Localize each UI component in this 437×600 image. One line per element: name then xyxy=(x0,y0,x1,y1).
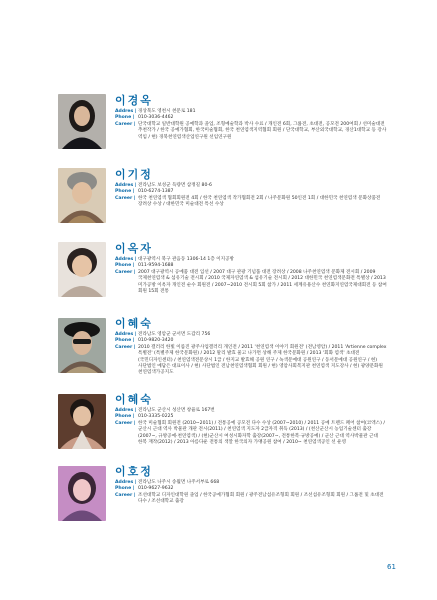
phone-label: Phone | xyxy=(115,263,135,269)
artist-name: 이호정 xyxy=(115,465,153,478)
career-value: 단국대학교 일반대학원 공예학과 졸업, 조형예술학과 박사 수료 / 개인전 6회, 그룹전, 초대전, 공모전 200여회 / 선미술대전 추천작가 / 한국 공예가협회, 한국미술협회, 한국 천연염색지역협회 회원 / 단국대학교, 부산외국대학교, 경산1대학교 등 강사 역임 / 현) 경북천연염색산업연구원 선임연구원 xyxy=(138,121,387,140)
artist-details xyxy=(115,480,387,506)
address-label: Addres | xyxy=(115,257,137,262)
career-label: Career | xyxy=(115,121,136,127)
artist-photo xyxy=(58,318,106,373)
phone-value: 010-6274-1387 xyxy=(138,189,174,195)
portrait-image xyxy=(58,318,106,373)
artist-details xyxy=(115,408,387,446)
artist-name: 이기정 xyxy=(115,168,153,181)
portrait-image xyxy=(58,242,106,297)
phone-label: Phone | xyxy=(115,115,135,121)
page-number: 61 xyxy=(387,563,396,571)
artist-name: 이경옥 xyxy=(115,94,153,107)
artist-entry xyxy=(0,463,437,555)
artist-details xyxy=(115,257,387,295)
phone-label: Phone | xyxy=(115,189,135,195)
phone-value: 010-3335-0225 xyxy=(138,414,174,420)
address-value: 전라남도 영암군 군서면 도갑리 756 xyxy=(138,332,211,337)
artist-name: 이옥자 xyxy=(115,242,153,255)
phone-label: Phone | xyxy=(115,486,135,492)
phone-label: Phone | xyxy=(115,414,135,420)
phone-label: Phone | xyxy=(115,338,135,344)
artist-photo xyxy=(58,168,106,223)
address-label: Addres | xyxy=(115,480,137,485)
address-label: Addres | xyxy=(115,183,137,188)
portrait-image xyxy=(58,466,106,521)
address-value: 대구광역시 북구 관음동 1306-14 1층 이지공방 xyxy=(138,257,234,262)
career-value: 조선대학교 디자인대학원 졸업 / 한국공예가협회 회원 / 광주전남섬유조형회 회원 / 조선섬유조형회 회원 / 그룹전 및 초대전 다수 / 조선대학교 출강 xyxy=(138,492,384,505)
career-label: Career | xyxy=(115,344,136,350)
address-value: 전라남도 군산시 성산면 창율로 167번 xyxy=(138,408,215,413)
portrait-image xyxy=(58,394,106,449)
artist-photo xyxy=(58,242,106,297)
address-value: 경상북도 영천시 천문로 181 xyxy=(138,109,196,114)
portrait-image xyxy=(58,94,106,149)
artist-details xyxy=(115,332,387,377)
career-value: 2007 대구광역시 공예품 대전 입선 / 2007 대구 관광 기념품 대전 장려상 / 2008 나주천연염색 문화제 전시회 / 2009 국제천연염색 & 섬유기술 전시회 / 2010 국제자연염색 & 섬유기술 전시회 / 2012 대한민국 천연염색문화전 특별상 / 2013 미가공방 이옥자 개인전 순수 회원전 / 2007~2010 전시회 5회 참가 / 2011 세계유용산수 천연화지연염국제대회전 등 참여 회원 15회 전통 xyxy=(138,269,387,295)
address-label: Addres | xyxy=(115,408,137,413)
artist-name: 이혜숙 xyxy=(115,317,153,330)
address-label: Addres | xyxy=(115,332,137,337)
artist-details xyxy=(115,183,387,209)
artist-photo xyxy=(58,94,106,149)
artist-details xyxy=(115,109,387,141)
address-value: 전라남도 보성군 득량면 삼정길 80-6 xyxy=(138,183,212,188)
phone-value: 010-9820-3420 xyxy=(138,338,174,344)
phone-value: 010-3036-4462 xyxy=(138,115,174,121)
artist-photo xyxy=(58,466,106,521)
career-label: Career | xyxy=(115,420,136,426)
career-label: Career | xyxy=(115,269,136,275)
phone-value: 011-9594-1688 xyxy=(138,263,174,269)
address-label: Addres | xyxy=(115,109,137,114)
career-value: 한국 미술협회 회원전 (2010~2011) / 전통공예 공모전 다수 수상 (2007~2010) / 2011 공예 트렌드 페어 참여(코엑스) / 군산시 근대 역사 박물관 개관 전시(2011) / 천연염색 지도자 2급자격 취득 (2013) / (천산군산시 농업기술센터 출강(2007~, 규방공예·천연염색) / (현)군산시 여성시화자학 출강(2007~, 전통한복·규방공예) / 군산 근대 역사박물관 근대 한복 재작(2012) / 2013 아름다운 전통의 색깔 한국의자 가맹공원 참여 / 2010~ 천연염색공인 선 운영 xyxy=(138,420,385,446)
career-label: Career | xyxy=(115,492,136,498)
career-value: 한국 천연염색 협회회원전 4회 / 한국 천연염색 작가협회전 2회 / 나주문화원 50인전 1회 / 대한민국 천연염색 문화상품전 장려상 수상 / 대한민국 미술대전 특선 수상 xyxy=(138,195,381,208)
portrait-image xyxy=(58,168,106,223)
career-label: Career | xyxy=(115,195,136,201)
career-value: 2010 갤러리 한빛 이롭진 광주사업갤러리 개인전 / 2011 '천연염색 이야기 회원전' (전남영암) / 2011 'Artienne complex 특별전' (특별주제 한국문화원) / 2012 말리 발효 물고 나가면 상해 주제 한국문화원 / 2013 '회화 염색' 초대전 (국민디자인센터) / 천연염색전문상시 1급 / 한지교 발효해 공원 연구 / 녹색문예대 공원연구 / 동서문예대 공원연구 / 현) 사단법인 예담은 대표이사 / 현) 사단법인 전남천연염색협회 회원 / 현) 영암사회복지관 천연염색 지도강사 / 현) 광양문화원 천연염색가공지도 xyxy=(138,344,387,376)
artist-name: 이혜숙 xyxy=(115,393,153,406)
artist-photo xyxy=(58,394,106,449)
phone-value: 010-9627-9632 xyxy=(138,486,174,492)
address-value: 전라남도 나주시 송월면 나주서부로 668 xyxy=(138,480,220,485)
